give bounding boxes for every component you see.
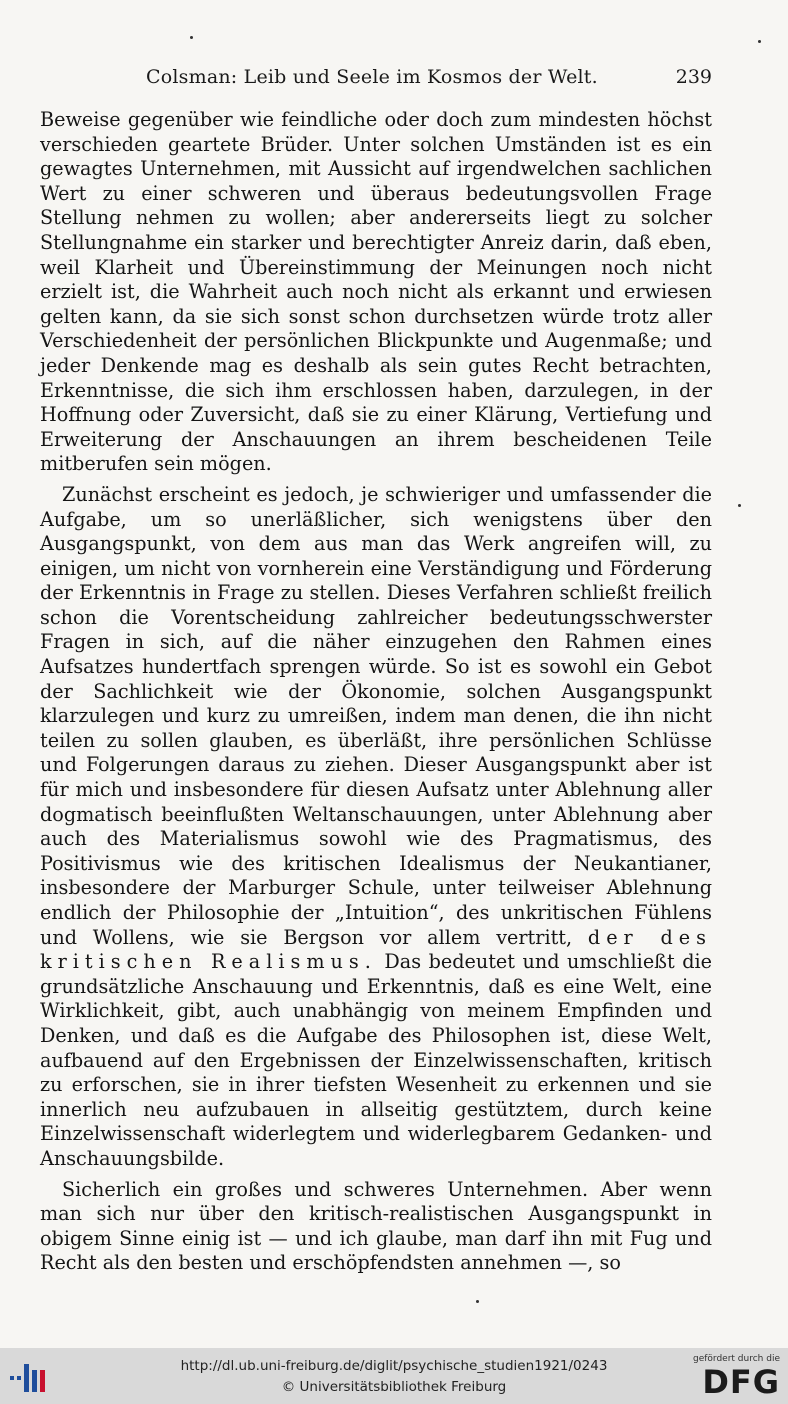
footer-bar xyxy=(0,1348,788,1404)
page-number: 239 xyxy=(675,66,712,88)
scan-speck xyxy=(738,504,741,507)
scan-speck xyxy=(758,40,761,43)
scan-speck xyxy=(476,1300,479,1303)
paragraph-3: Sicherlich ein großes und schweres Unternehmen. Aber wenn man sich nur über den kritisch-realistischen Ausgangspunkt in obigem Sinne einig ist — und ich glaube, man darf ihn mit Fug und Recht als den besten und erschöpfendsten annehmen —, so xyxy=(40,1177,712,1275)
footer-copyright: © Universitätsbibliothek Freiburg xyxy=(281,1379,507,1395)
scan-speck xyxy=(190,36,193,39)
footer-url-link[interactable]: http://dl.ub.uni-freiburg.de/diglit/psychische_studien1921/0243 xyxy=(180,1358,608,1374)
running-header xyxy=(40,66,712,100)
body-text xyxy=(40,108,712,1276)
paragraph-2-part-2: Das bedeutet und umschließt die grundsätzliche Anschauung und Erkenntnis, daß es eine Welt, eine Wirklichkeit, gibt, auch unabhängig von meinem Empfinden und Denken, und daß es die Aufgabe des Philosophen ist, diese Welt, aufbauend auf den Ergebnissen der Einzelwissenschaften, kritisch zu erforschen, sie in ihrer tiefsten Wesenheit zu erkennen und sie innerlich neu aufzubauen in allseitig gestütztem, durch keine Einzelwissenschaft widerlegtem und widerlegbarem Gedanken- und Anschauungsbilde. xyxy=(40,950,712,1170)
running-title: Colsman: Leib und Seele im Kosmos der Welt. xyxy=(146,66,598,88)
dfg-caption: gefördert durch die xyxy=(693,1354,780,1364)
paragraph-2-part-1: Zunächst erscheint es jedoch, je schwieriger und umfassender die Aufgabe, um so unerläßlicher, sich wenigstens über den Ausgangspunkt, von dem aus man das Werk angreifen will, zu einigen, um nicht von vornherein eine Verständigung und Förderung der Erkenntnis in Frage zu stellen. Dieses Verfahren schließt freilich schon die Vorentscheidung zahlreicher bedeutungsschwerster Fragen in sich, auf die näher einzugehen den Rahmen eines Aufsatzes hundertfach sprengen würde. So ist es sowohl ein Gebot der Sachlichkeit wie der Ökonomie, solchen Ausgangspunkt klarzulegen und kurz zu umreißen, indem man denen, die ihn nicht teilen zu sollen glauben, es überläßt, ihre persönlichen Schlüsse und Folgerungen daraus zu ziehen. Dieser Ausgangspunkt aber ist für mich und insbesondere für diesen Aufsatz unter Ablehnung aller dogmatisch beeinflußten Weltanschauungen, unter Ablehnung aber auch des Materialismus sowohl wie des Pragmatismus, des Positivismus wie des kritischen Idealismus der Neukantianer, insbesondere der Marburger Schule, unter teilweiser Ablehnung endlich der Philosophie der „Intuition“, des unkritischen Fühlens und Wollens, wie sie Bergson vor allem vertritt, xyxy=(40,482,712,949)
spaced-emphasis: der des kritischen Realismus. xyxy=(40,925,712,974)
paragraph-2 xyxy=(40,483,712,1172)
dfg-wordmark: DFG xyxy=(702,1363,780,1401)
dfg-logo xyxy=(693,1352,780,1401)
paragraph-1: Beweise gegenüber wie feindliche oder doch zum mindesten höchst verschieden geartete Brüder. Unter solchen Umständen ist es ein gewagtes Unternehmen, mit Aussicht auf irgendwelchen sachlichen Wert zu einer schweren und überaus bedeutungsvollen Frage Stellung nehmen zu wollen; aber andererseits liegt zu solcher Stellungnahme ein starker und berechtigter Anreiz darin, daß eben, weil Klarheit und Übereinstimmung der Meinungen noch nicht erzielt ist, die Wahrheit auch noch nicht als erkannt und erwiesen gelten kann, da sie sich sonst schon durchsetzen würde trotz aller Verschiedenheit der persönlichen Blickpunkte und Augenmaße; und jeder Denkende mag es deshalb als sein gutes Recht betrachten, Erkenntnisse, die sich ihm erschlossen haben, darzulegen, in der Hoffnung oder Zuversicht, daß sie zu einer Klärung, Vertiefung und Erweiterung der Anschauungen an ihrem bescheidenen Teile mitberufen sein mögen. xyxy=(40,108,712,476)
